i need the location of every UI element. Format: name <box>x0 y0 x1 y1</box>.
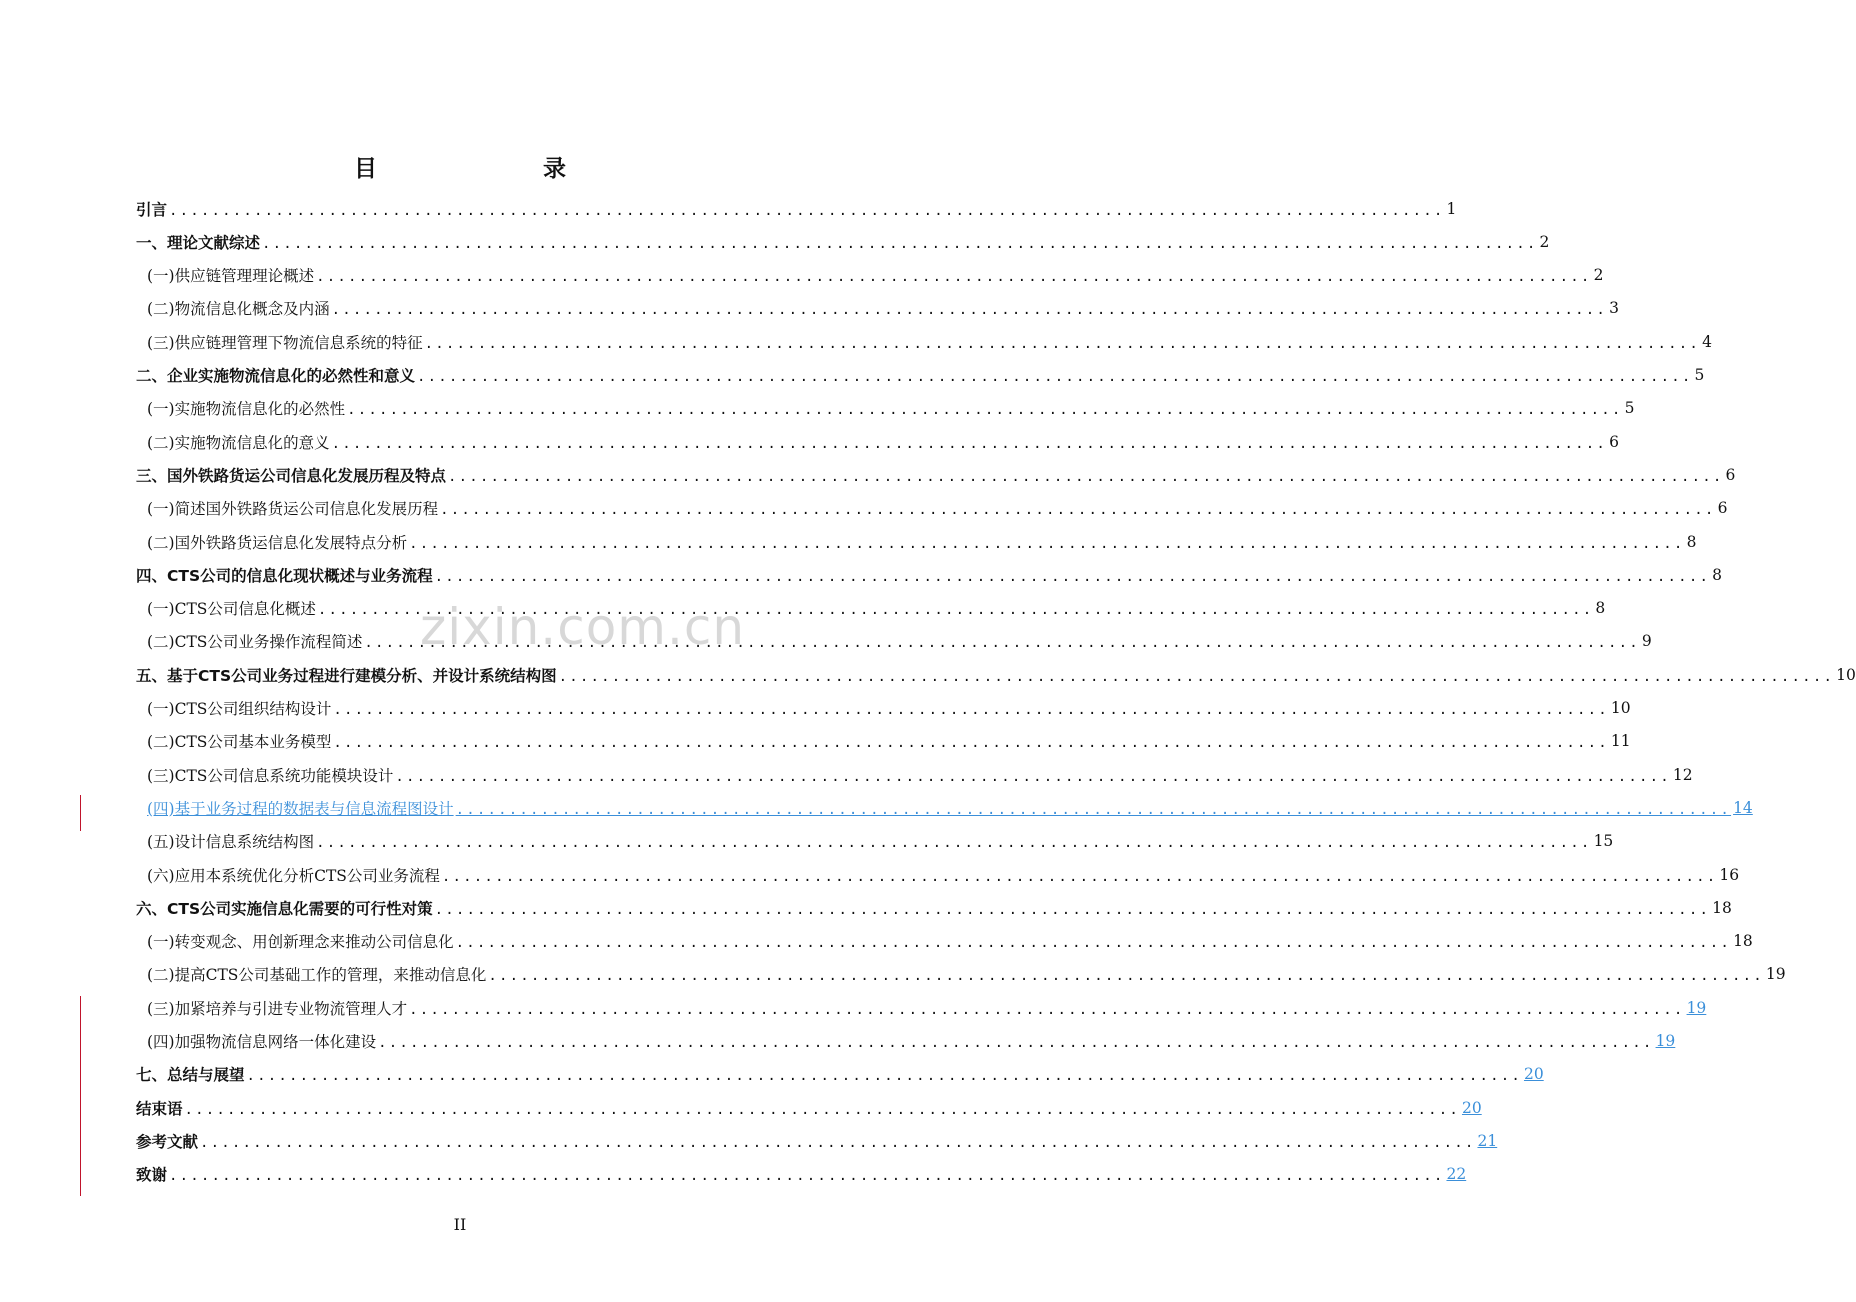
toc-dot-leader: ........................................................................................................................ <box>331 302 1608 319</box>
toc-entry-page: 19 <box>1655 1032 1676 1050</box>
toc-entry[interactable] <box>147 492 1728 525</box>
toc-entry-label: (二)实施物流信息化的意义 <box>147 433 330 452</box>
toc-entry[interactable] <box>147 1025 1676 1058</box>
toc-dot-leader: ........................................................................................................................ <box>395 768 1671 785</box>
toc-entry-label: 一、理论文献综述 <box>136 233 261 252</box>
toc-entry-label: (一)实施物流信息化的必然性 <box>147 400 346 419</box>
toc-entry[interactable] <box>136 658 1856 691</box>
toc-entry-label: (一)CTS公司组织结构设计 <box>147 700 332 718</box>
toc-entry-page: 6 <box>1725 465 1736 484</box>
toc-entry[interactable] <box>147 625 1652 658</box>
toc-dot-leader: ........................................................................................................................ <box>409 1001 1685 1018</box>
toc-dot-leader: ........................................................................................................................ <box>184 1101 1460 1118</box>
toc-entry[interactable] <box>147 392 1635 425</box>
toc-entry-page: 8 <box>1686 532 1697 551</box>
toc-entry-label: (三)供应链理管理下物流信息系统的特征 <box>147 333 423 352</box>
toc-entry-label: 引言 <box>136 200 168 219</box>
toc-entry-label: 结束语 <box>136 1099 183 1118</box>
toc-dot-leader: ........................................................................................................................ <box>424 335 1701 352</box>
toc-entry-label: (一)简述国外铁路货运公司信息化发展历程 <box>147 500 439 519</box>
toc-entry-page: 2 <box>1539 232 1550 251</box>
toc-dot-leader: ........................................................................................................................ <box>317 602 1594 619</box>
toc-dot-leader: ........................................................................................................................ <box>331 435 1608 452</box>
toc-entry-label: (一)供应链管理理论概述 <box>147 267 315 286</box>
toc-dot-leader: ........................................................................................................................ <box>434 901 1711 918</box>
toc-entry-page: 5 <box>1694 366 1705 384</box>
toc-dot-leader: ........................................................................................................................ <box>316 835 1592 852</box>
toc-entry[interactable] <box>147 259 1604 292</box>
toc-entry-label: 二、企业实施物流信息化的必然性和意义 <box>136 367 416 385</box>
toc-dot-leader: ........................................................................................................................ <box>169 1168 1445 1185</box>
toc-entry[interactable] <box>147 791 1753 824</box>
toc-entry-label: (二)物流信息化概念及内涵 <box>147 300 330 319</box>
toc-entry[interactable] <box>147 725 1631 758</box>
toc-entry[interactable] <box>136 1124 1498 1157</box>
toc-entry[interactable] <box>147 925 1753 958</box>
toc-dot-leader: ........................................................................................................................ <box>558 668 1835 685</box>
toc-dot-leader: ........................................................................................................................ <box>333 735 1609 752</box>
toc-dot-leader: ........................................................................................................................ <box>448 468 1724 485</box>
toc-entry[interactable] <box>136 1091 1482 1124</box>
change-bar <box>80 795 81 831</box>
toc-entry-page: 14 <box>1733 798 1753 817</box>
change-bar <box>80 996 81 1196</box>
toc-entry-page: 19 <box>1686 998 1707 1017</box>
toc-entry-label: 致谢 <box>136 1166 168 1185</box>
toc-entry[interactable] <box>136 192 1457 225</box>
toc-entry-label: (四)基于业务过程的数据表与信息流程图设计 <box>147 799 454 818</box>
toc-entry-page: 6 <box>1717 499 1728 518</box>
toc-entry-page: 8 <box>1712 565 1722 584</box>
toc-entry[interactable] <box>147 858 1740 891</box>
toc-entry-page: 21 <box>1477 1131 1498 1150</box>
toc-entry-page: 11 <box>1610 732 1631 751</box>
toc-entry-page: 22 <box>1446 1165 1467 1184</box>
watermark: zixin.com.cn <box>420 598 746 656</box>
toc-entry-label: 参考文献 <box>136 1132 199 1151</box>
toc-dot-leader: ........................................................................................................................ <box>333 702 1609 718</box>
toc-dot-leader: ........................................................................................................................ <box>262 235 1538 252</box>
toc-entry-page: 19 <box>1765 965 1786 984</box>
toc-entry-page: 12 <box>1672 765 1693 784</box>
toc-entry[interactable] <box>147 991 1707 1024</box>
toc-entry[interactable] <box>147 525 1697 558</box>
toc-entry-label: (五)设计信息系统结构图 <box>147 833 315 852</box>
toc-dot-leader: ........................................................................................................................ <box>200 1134 1476 1151</box>
toc-entry-label: (二)国外铁路货运信息化发展特点分析 <box>147 533 408 552</box>
toc-dot-leader: ........................................................................................................................ <box>455 801 1732 818</box>
toc-entry[interactable] <box>147 292 1619 325</box>
toc-entry[interactable] <box>147 758 1693 791</box>
toc-dot-leader: ........................................................................................................................ <box>488 968 1764 985</box>
toc-dot-leader: ........................................................................................................................ <box>378 1035 1654 1051</box>
toc-entry-label: 三、国外铁路货运公司信息化发展历程及特点 <box>136 466 447 485</box>
toc-dot-leader: ........................................................................................................................ <box>434 568 1711 585</box>
toc-entry-label: 五、基于CTS公司业务过程进行建模分析、并设计系统结构图 <box>136 666 557 685</box>
toc-entry-label: (二)提高CTS公司基础工作的管理，来推动信息化 <box>147 966 487 985</box>
toc-dot-leader: ........................................................................................................................ <box>440 502 1716 519</box>
toc-entry-page: 10 <box>1610 699 1631 717</box>
toc-entry-label: 七、总结与展望 <box>136 1066 245 1085</box>
toc-entry-label: 六、CTS公司实施信息化需要的可行性对策 <box>136 899 433 918</box>
toc-entry-label: (二)CTS公司基本业务模型 <box>147 733 332 752</box>
toc-entry-page: 2 <box>1593 266 1604 285</box>
toc-entry[interactable] <box>147 825 1614 858</box>
toc-dot-leader: ........................................................................................................................ <box>417 369 1693 385</box>
toc-dot-leader: ........................................................................................................................ <box>364 635 1640 652</box>
toc-entry-label: (四)加强物流信息网络一体化建设 <box>147 1033 377 1051</box>
toc-entry-page: 1 <box>1446 199 1457 218</box>
toc-dot-leader: ........................................................................................................................ <box>441 868 1718 885</box>
toc-entry[interactable] <box>136 458 1736 491</box>
toc-entry-page: 18 <box>1712 898 1732 917</box>
toc-entry-page: 9 <box>1641 632 1652 651</box>
toc-dot-leader: ........................................................................................................................ <box>409 535 1685 552</box>
toc-dot-leader: ........................................................................................................................ <box>347 402 1623 419</box>
toc-entry[interactable] <box>136 558 1722 591</box>
toc-entry-page: 20 <box>1461 1098 1482 1117</box>
toc-entry-page: 18 <box>1733 932 1753 951</box>
toc-entry-page: 16 <box>1719 865 1740 884</box>
toc-entry[interactable] <box>147 325 1712 358</box>
page-number: II <box>453 1215 467 1234</box>
toc-entry[interactable] <box>147 958 1786 991</box>
toc-entry[interactable] <box>147 425 1619 458</box>
toc-dot-leader: ........................................................................................................................ <box>169 202 1445 219</box>
toc-entry-page: 5 <box>1624 399 1635 418</box>
toc-entry-label: (三)CTS公司信息系统功能模块设计 <box>147 766 394 785</box>
toc-entry-label: (一)CTS公司信息化概述 <box>147 600 316 619</box>
toc-entry-page: 4 <box>1702 332 1712 351</box>
toc-entry-page: 3 <box>1609 299 1619 318</box>
toc-entry[interactable] <box>136 225 1550 258</box>
toc-dot-leader: ........................................................................................................................ <box>246 1068 1522 1085</box>
toc-entry-label: 四、CTS公司的信息化现状概述与业务流程 <box>136 566 433 585</box>
toc-entry-page: 8 <box>1595 599 1606 618</box>
toc-entry[interactable] <box>136 1158 1467 1191</box>
toc-entry-label: (二)CTS公司业务操作流程简述 <box>147 633 363 652</box>
toc-entry-label: (三)加紧培养与引进专业物流管理人才 <box>147 999 408 1018</box>
toc-dot-leader: ........................................................................................................................ <box>316 269 1592 286</box>
toc-entry[interactable] <box>136 359 1705 392</box>
toc-dot-leader: ........................................................................................................................ <box>455 935 1732 952</box>
toc-entry[interactable] <box>147 692 1631 725</box>
toc-entry-label: (六)应用本系统优化分析CTS公司业务流程 <box>147 866 440 885</box>
toc-entry-page: 15 <box>1593 832 1614 851</box>
toc-entry-label: (一)转变观念、用创新理念来推动公司信息化 <box>147 933 454 952</box>
toc-entry-page: 6 <box>1609 432 1619 451</box>
toc-title: 目 录 <box>354 156 606 182</box>
toc-entry[interactable] <box>136 1058 1544 1091</box>
toc-entry[interactable] <box>147 592 1606 625</box>
toc-entry[interactable] <box>136 891 1732 924</box>
toc-entry-page: 20 <box>1523 1065 1544 1084</box>
toc-entry-page: 10 <box>1836 665 1856 684</box>
